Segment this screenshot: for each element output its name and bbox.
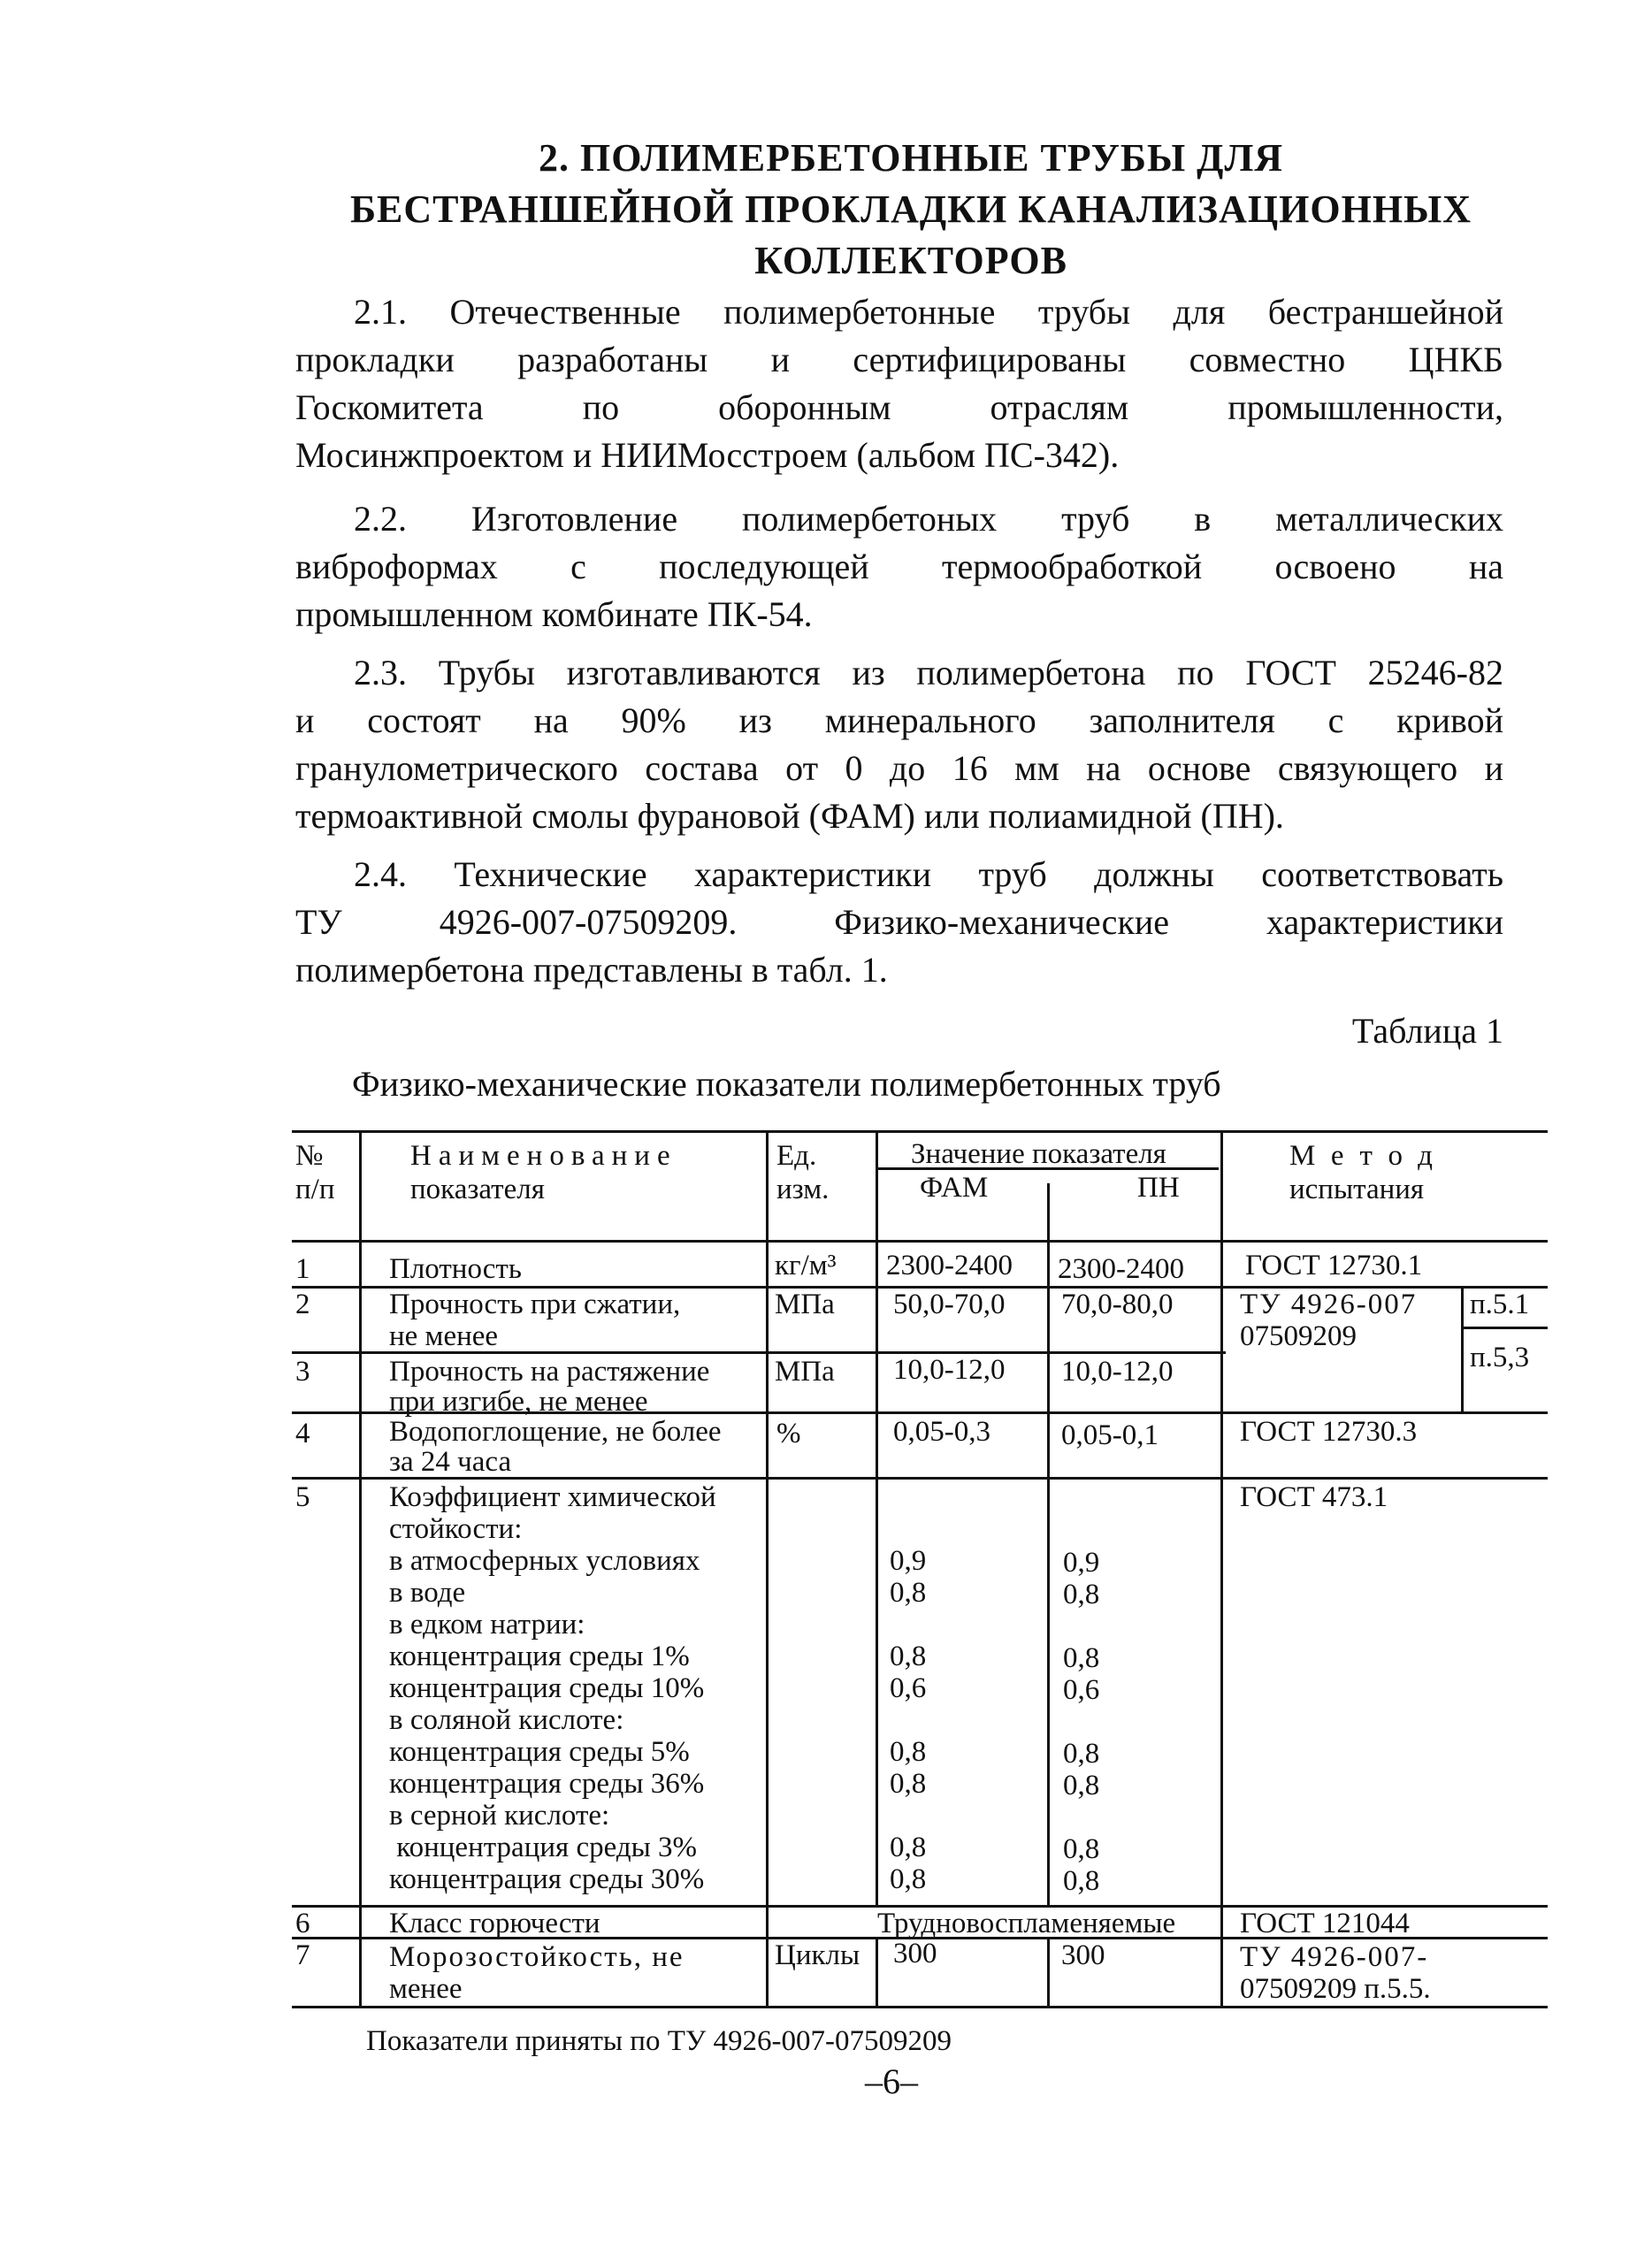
row-name: Прочность на растяжение (389, 1356, 710, 1388)
row-name: Прочность при сжатии, (389, 1289, 681, 1320)
row-name: при изгибе, не менее (389, 1386, 648, 1418)
row-pn: 300 (1061, 1939, 1105, 1971)
row-method: ТУ 4926-007 (1240, 1289, 1418, 1320)
table-caption: Физико-механические показатели полимербетонных труб (352, 1064, 1221, 1104)
row-num: 2 (295, 1289, 310, 1320)
paragraph-line: Госкомитета по оборонным отраслям промышленности, (295, 387, 1503, 427)
table-rule (292, 2006, 1548, 2008)
paragraph-line: 2.1. Отечественные полимербетонные трубы для бестраншейной (354, 292, 1503, 332)
table-rule (1047, 1937, 1050, 2006)
table-rule (766, 1130, 769, 2006)
row-num: 7 (295, 1939, 310, 1971)
row-pn: 70,0-80,0 (1061, 1289, 1174, 1320)
header-method-1: Метод (1289, 1140, 1449, 1172)
row-num: 4 (295, 1418, 310, 1449)
row-num: 5 (295, 1481, 310, 1513)
paragraph-line: прокладки разработаны и сертифицированы совместно ЦНКБ (295, 340, 1503, 379)
table-rule (292, 1130, 1548, 1133)
row-fam: 0,6 (890, 1672, 927, 1704)
row-name: в атмосферных условиях (389, 1545, 700, 1577)
row-pn: 2300-2400 (1058, 1253, 1184, 1285)
row-unit: % (776, 1418, 801, 1449)
page-number: –6– (865, 2061, 918, 2101)
table-rule (1220, 1130, 1223, 2006)
row-num: 3 (295, 1356, 310, 1388)
row-pn: 0,05-0,1 (1061, 1419, 1159, 1451)
row-method: ГОСТ 12730.1 (1245, 1250, 1423, 1281)
header-num-2: п/п (295, 1174, 335, 1205)
header-name-2: показателя (410, 1174, 545, 1205)
row-clause: п.5,3 (1470, 1342, 1530, 1373)
paragraph-line: Мосинжпроектом и НИИМосстроем (альбом ПС-342). (295, 435, 1120, 475)
row-fam: 0,8 (890, 1832, 927, 1863)
header-unit-1: Ед. (776, 1140, 817, 1172)
table-rule (292, 1240, 1548, 1243)
row-name: Плотность (389, 1253, 522, 1285)
row-num: 1 (295, 1253, 310, 1285)
row-name: Коэффициент химической (389, 1481, 716, 1513)
table-rule (876, 1130, 878, 1907)
paragraph-2-2 (295, 495, 1503, 639)
header-name-1: Наименование (410, 1140, 677, 1172)
row-name: в едком натрии: (389, 1609, 585, 1641)
table-footnote: Показатели приняты по ТУ 4926-007-07509209 (366, 2025, 952, 2057)
row-name: концентрация среды 10% (389, 1672, 705, 1704)
row-method: ГОСТ 473.1 (1240, 1481, 1388, 1513)
row-fam: 0,9 (890, 1545, 927, 1577)
table-label: Таблица 1 (1351, 1011, 1503, 1051)
row-name: стойкости: (389, 1513, 523, 1545)
row-pn: 0,8 (1063, 1642, 1100, 1674)
row-pn: 0,8 (1063, 1833, 1100, 1865)
paragraph-2-4 (295, 851, 1503, 994)
row-name: концентрация среды 5% (389, 1736, 690, 1768)
section-title-line: 2. ПОЛИМЕРБЕТОННЫЕ ТРУБЫ ДЛЯ (539, 136, 1283, 180)
row-unit: МПа (775, 1289, 835, 1320)
paragraph-line: полимербетона представлены в табл. 1. (295, 950, 888, 990)
paragraph-line: 2.3. Трубы изготавливаются из полимербетона по ГОСТ 25246-82 (354, 653, 1503, 692)
paragraph-line: 2.2. Изготовление полимербетоных труб в металлических (354, 499, 1503, 539)
row-fam: 2300-2400 (886, 1250, 1013, 1281)
paragraph-line: 2.4. Технические характеристики труб должны соответствовать (354, 854, 1503, 894)
row-unit: Циклы (775, 1939, 860, 1971)
paragraph-line: и состоят на 90% из минерального заполнителя с кривой (295, 700, 1503, 740)
header-method-2: испытания (1289, 1174, 1425, 1205)
row-pn: 0,8 (1063, 1865, 1100, 1897)
row-unit: кг/м³ (775, 1250, 837, 1281)
row-method: 07509209 (1240, 1320, 1357, 1352)
row-fam: 0,05-0,3 (893, 1416, 990, 1448)
header-pn: ПН (1137, 1172, 1180, 1204)
row-fam: 0,8 (890, 1641, 927, 1672)
row-name: не менее (389, 1320, 499, 1352)
row-name: концентрация среды 3% (389, 1832, 698, 1863)
header-value: Значение показателя (911, 1138, 1166, 1170)
row-name: менее (389, 1973, 463, 2005)
paragraph-2-1 (295, 288, 1503, 479)
row-clause: п.5.1 (1470, 1289, 1530, 1320)
table-rule (1047, 1183, 1050, 1907)
paragraph-2-3 (295, 649, 1503, 840)
row-fam: 0,8 (890, 1736, 927, 1768)
table-rule (876, 1937, 878, 2006)
row-name: Водопоглощение, не более (389, 1416, 722, 1448)
row-pn: 0,9 (1063, 1547, 1100, 1579)
table-rule (359, 1130, 362, 2006)
row-fam: 10,0-12,0 (893, 1354, 1006, 1386)
row-num: 6 (295, 1908, 310, 1939)
row-name: в серной кислоте: (389, 1800, 610, 1832)
row-method: ТУ 4926-007- (1240, 1941, 1429, 1973)
section-title (292, 133, 1530, 287)
row-value: Трудновоспламеняемые (877, 1908, 1176, 1939)
row-name: концентрация среды 36% (389, 1768, 705, 1800)
row-name: за 24 часа (389, 1446, 512, 1478)
row-fam: 0,8 (890, 1768, 927, 1800)
row-pn: 10,0-12,0 (1061, 1356, 1174, 1388)
row-method: ГОСТ 12730.3 (1240, 1416, 1418, 1448)
row-name: Морозостойкость, не (389, 1941, 685, 1973)
row-name: концентрация среды 1% (389, 1641, 690, 1672)
row-fam: 0,8 (890, 1577, 927, 1609)
paragraph-line: ТУ 4926-007-07509209. Физико-механические характеристики (295, 902, 1503, 942)
row-pn: 0,8 (1063, 1579, 1100, 1610)
header-fam: ФАМ (920, 1172, 989, 1204)
paragraph-line: гранулометрического состава от 0 до 16 мм на основе связующего и (295, 748, 1503, 788)
row-name: в соляной кислоте: (389, 1704, 624, 1736)
paragraph-line: виброформах с последующей термообработкой освоено на (295, 547, 1503, 586)
properties-table (292, 1130, 1548, 2032)
row-name: в воде (389, 1577, 466, 1609)
table-rule (1461, 1327, 1548, 1329)
row-method: ГОСТ 121044 (1240, 1908, 1410, 1939)
section-title-line: КОЛЛЕКТОРОВ (754, 239, 1067, 282)
row-pn: 0,8 (1063, 1738, 1100, 1770)
row-unit: МПа (775, 1356, 835, 1388)
table-rule (1461, 1286, 1464, 1411)
section-title-line: БЕСТРАНШЕЙНОЙ ПРОКЛАДКИ КАНАЛИЗАЦИОННЫХ (349, 187, 1472, 231)
row-name: Класс горючести (389, 1908, 600, 1939)
paragraph-line: промышленном комбинате ПК-54. (295, 594, 813, 634)
paragraph-line: термоактивной смолы фурановой (ФАМ) или полиамидной (ПН). (295, 796, 1284, 836)
row-name: концентрация среды 30% (389, 1863, 705, 1895)
header-num-1: № (295, 1140, 324, 1172)
row-pn: 0,6 (1063, 1674, 1100, 1706)
row-fam: 50,0-70,0 (893, 1289, 1006, 1320)
header-unit-2: изм. (776, 1174, 830, 1205)
row-fam: 300 (893, 1938, 937, 1969)
row-method: 07509209 п.5.5. (1240, 1973, 1431, 2005)
row-pn: 0,8 (1063, 1770, 1100, 1801)
row-fam: 0,8 (890, 1863, 927, 1895)
